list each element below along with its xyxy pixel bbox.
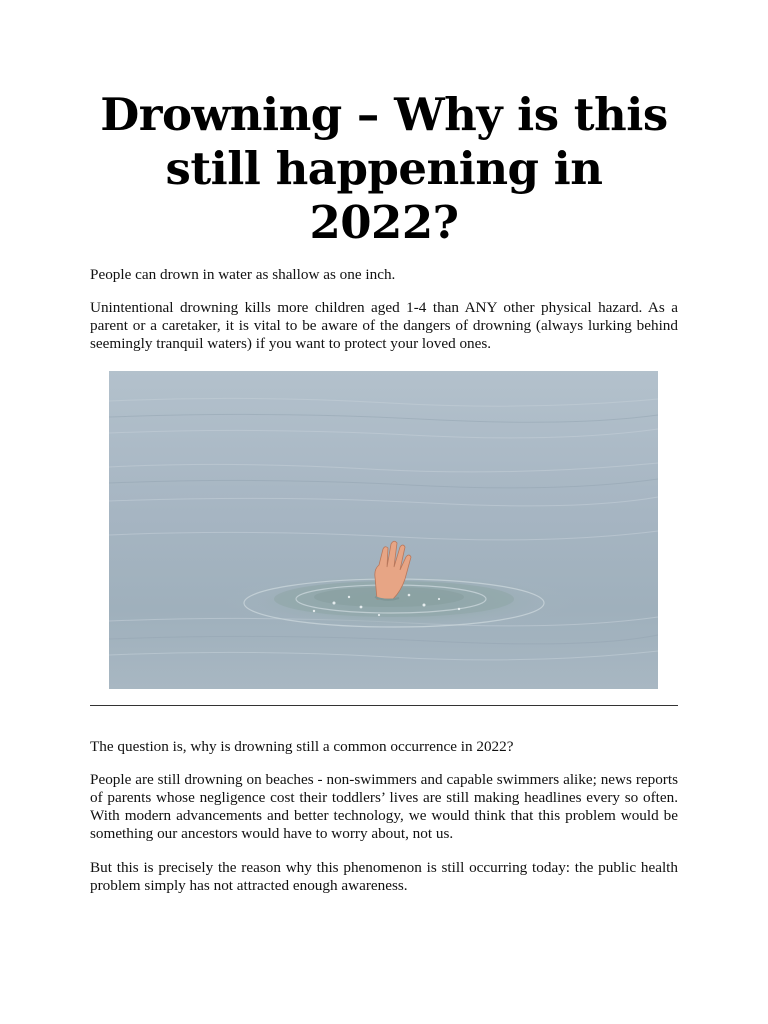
drowning-hand-photo bbox=[109, 371, 658, 689]
page-title: Drowning – Why is this still happening in 2022? bbox=[100, 88, 668, 249]
paragraph-shallow-water: People can drown in water as shallow as one inch. bbox=[90, 266, 396, 283]
document-page bbox=[90, 88, 678, 895]
paragraph-children-hazard: Unintentional drowning kills more children aged 1-4 than ANY other physical hazard. As a parent or a caretaker, it is vital to be aware of the dangers of drowning (always lurking behind seemingly tranquil waters) if you want to protect your loved ones. bbox=[90, 299, 678, 352]
paragraph-beaches: People are still drowning on beaches - non-swimmers and capable swimmers alike; news reports of parents whose negligence cost their toddlers’ lives are still making headlines every so often. With modern advancements and better technology, we would think that this problem would be something our ancestors would have to worry about, not us. bbox=[90, 771, 678, 842]
horizontal-divider bbox=[90, 705, 678, 706]
paragraph-question: The question is, why is drowning still a common occurrence in 2022? bbox=[90, 738, 514, 755]
paragraph-awareness: But this is precisely the reason why this phenomenon is still occurring today: the public health problem simply has not attracted enough awareness. bbox=[90, 859, 678, 894]
